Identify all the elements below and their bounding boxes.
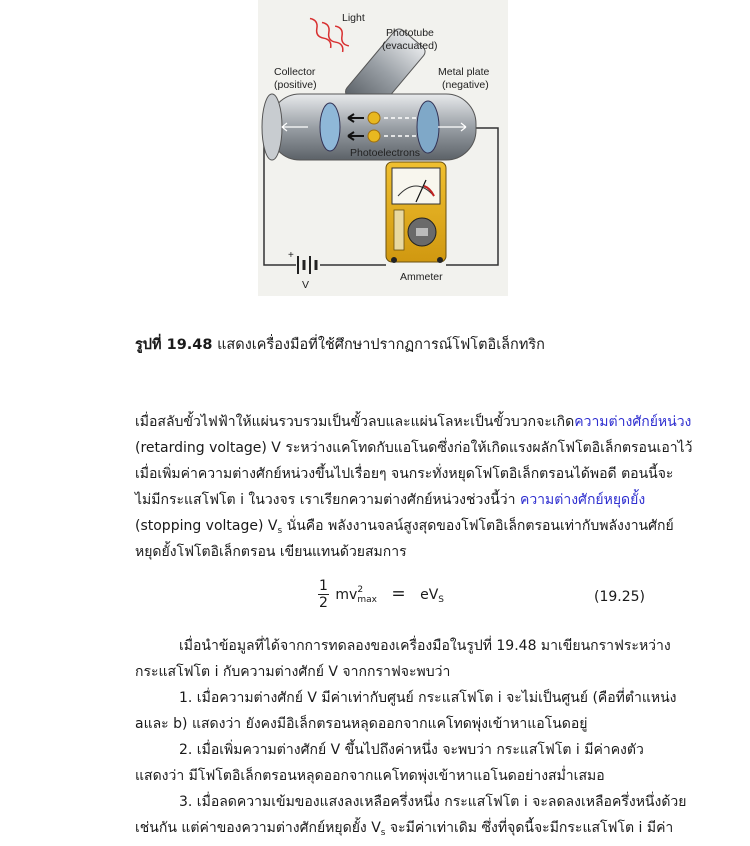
label-ammeter: Ammeter [400, 271, 443, 283]
eq-denominator: 2 [319, 595, 328, 611]
caption-text: แสดงเครื่องมือที่ใช้ศึกษาปรากฏการณ์โฟโตอิเล็กทริก [217, 337, 545, 353]
eq-rhs-sub: S [438, 595, 444, 605]
para1-line2: (retarding voltage) V ระหว่างแคโทดกับแอโนดซึ่งก่อให้เกิดแรงผลักโฟโตอิเล็กตรอนเอาไว้ [135, 440, 693, 456]
para2-item3-sub: s [380, 828, 386, 838]
para2-item3-line2b: จะมีค่าเท่าเดิม ซึ่งที่จุดนี้จะมีกระแสโฟโต i มีค่า [385, 820, 674, 836]
para1-line4: ไม่มีกระแสโฟโต i ในวงจร เราเรียกความต่างศักย์หน่วงช่วงนี้ว่า [135, 492, 520, 508]
metal-plate [417, 101, 439, 153]
label-voltage: V [302, 279, 310, 291]
label-metal-plate: Metal plate [438, 66, 490, 78]
para2-item2-line1: 2. เมื่อเพิ่มความต่างศักย์ V ขึ้นไปถึงค่าหนึ่ง จะพบว่า กระแสโฟโต i มีค่าคงตัว [179, 742, 644, 758]
equation-number: (19.25) [594, 589, 646, 605]
eq-numerator: 1 [319, 578, 328, 594]
eq-rhs: eV [420, 587, 439, 603]
svg-text:+: + [288, 250, 294, 261]
collector-plate [320, 103, 340, 151]
term-stopping-voltage: ความต่างศักย์หยุดยั้ง [519, 492, 646, 508]
para2-line1: เมื่อนำข้อมูลที่ได้จากการทดลองของเครื่องมือในรูปที่ 19.48 มาเขียนกราฟระหว่าง [179, 638, 671, 654]
label-photoelectrons: Photoelectrons [350, 147, 421, 159]
label-light: Light [342, 12, 365, 24]
para1-line6: หยุดยั้งโฟโตอิเล็กตรอน เขียนแทนด้วยสมการ [135, 544, 407, 560]
eq-sup: 2 [357, 585, 364, 595]
term-retarding-voltage: ความต่างศักย์หน่วง [574, 414, 692, 430]
para2-item2-line2: แสดงว่า มีโฟโตอิเล็กตรอนหลุดออกจากแคโทดพุ่งเข้าหาแอโนดอย่างสม่ำเสมอ [135, 768, 605, 784]
para2-item3-line2a: เช่นกัน แต่ค่าของความต่างศักย์หยุดยั้ง V [135, 820, 381, 836]
para2-item1-line1: 1. เมื่อความต่างศักย์ V มีค่าเท่ากับศูนย์ กระแสโฟโต i จะไม่เป็นศูนย์ (คือที่ตำแหน่ง [179, 690, 677, 706]
eq-sub: max [357, 595, 377, 605]
paragraph-retarding-voltage [135, 409, 693, 565]
equation-19-25 [318, 578, 444, 611]
para2-line2: กระแสโฟโต i กับความต่างศักย์ V จากกราฟจะพบว่า [135, 664, 451, 680]
caption-number: รูปที่ 19.48 [135, 337, 213, 353]
phototube-diagram [258, 0, 508, 296]
figure-caption [135, 333, 545, 356]
para2-item3-line1: 3. เมื่อลดความเข้มของแสงลงเหลือครึ่งหนึ่ง กระแสโฟโต i จะลดลงเหลือครึ่งหนึ่งด้วย [179, 794, 687, 810]
label-evacuated: (evacuated) [382, 40, 438, 52]
label-positive: (positive) [274, 79, 317, 91]
para1-line1: เมื่อสลับขั้วไฟฟ้าให้แผ่นรวบรวมเป็นขั้วลบและแผ่นโลหะเป็นขั้วบวกจะเกิด [135, 414, 575, 430]
para2-item1-line2: aและ b) แสดงว่า ยังคงมีอิเล็กตรอนหลุดออกจากแคโทดพุ่งเข้าหาแอโนดอยู่ [135, 716, 588, 732]
para1-line5b: นั่นคือ พลังงานจลน์สูงสุดของโฟโตอิเล็กตรอนเท่ากับพลังงานศักย์ [282, 518, 674, 534]
eq-equals: = [391, 584, 406, 604]
para1-line5a: (stopping voltage) V [135, 518, 278, 534]
paragraph-graph-observations [135, 633, 687, 841]
para1-line5-sub: s [277, 526, 283, 536]
para1-line3: เมื่อเพิ่มค่าความต่างศักย์หน่วงขึ้นไปเรื่อยๆ จนกระทั่งหยุดโฟโตอิเล็กตรอนได้พอดี ตอนนี้จะ [135, 466, 674, 482]
label-phototube: Phototube [386, 27, 434, 39]
phototube-figure [258, 0, 508, 296]
label-negative: (negative) [442, 79, 489, 91]
eq-mv: mv [335, 587, 358, 603]
label-collector: Collector [274, 66, 316, 78]
